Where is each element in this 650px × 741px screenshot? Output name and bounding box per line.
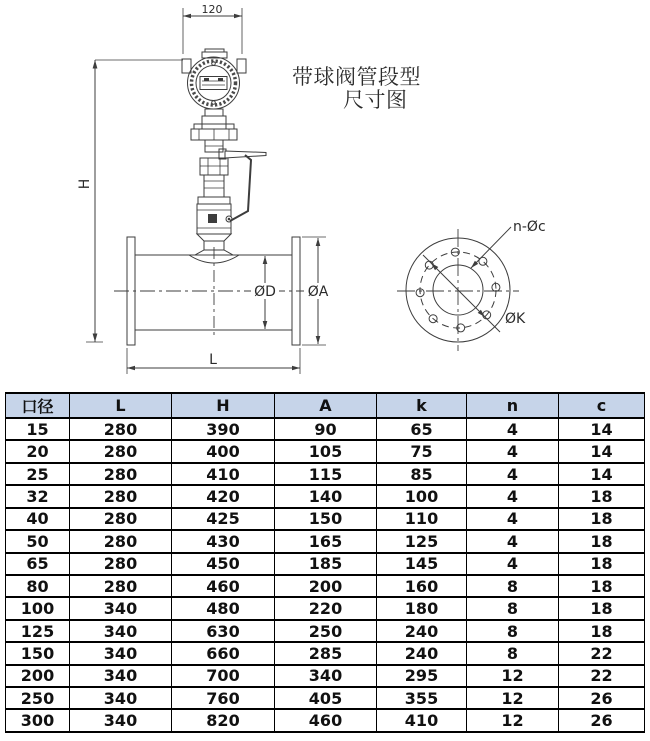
table-section bbox=[0, 392, 650, 733]
table-cell: 125 bbox=[377, 530, 467, 552]
table-cell: 20 bbox=[6, 440, 70, 462]
table-cell: 14 bbox=[559, 440, 645, 462]
table-cell: 80 bbox=[6, 575, 70, 597]
table-cell: 4 bbox=[467, 485, 559, 507]
table-cell: 460 bbox=[275, 709, 377, 732]
column-header: H bbox=[172, 393, 275, 418]
table-cell: 14 bbox=[559, 463, 645, 485]
table-cell: 405 bbox=[275, 687, 377, 709]
column-header: k bbox=[377, 393, 467, 418]
table-cell: 140 bbox=[275, 485, 377, 507]
dim-D bbox=[251, 256, 279, 329]
table-cell: 100 bbox=[377, 485, 467, 507]
table-cell: 185 bbox=[275, 553, 377, 575]
table-cell: 240 bbox=[377, 642, 467, 664]
table-cell: 110 bbox=[377, 508, 467, 530]
table-cell: 150 bbox=[275, 508, 377, 530]
table-cell: 8 bbox=[467, 620, 559, 642]
title-line2: 尺寸图 bbox=[343, 88, 408, 112]
dim-K bbox=[423, 255, 526, 332]
dimension-table bbox=[5, 392, 645, 733]
table-cell: 50 bbox=[6, 530, 70, 552]
table-header-row bbox=[6, 393, 645, 418]
table-cell: 18 bbox=[559, 553, 645, 575]
table-cell: 26 bbox=[559, 687, 645, 709]
table-cell: 340 bbox=[70, 597, 172, 619]
table-row bbox=[6, 575, 645, 597]
table-row bbox=[6, 620, 645, 642]
dim-L-label: L bbox=[209, 352, 217, 368]
table-row bbox=[6, 508, 645, 530]
stem-assembly bbox=[191, 109, 266, 204]
table-row bbox=[6, 418, 645, 440]
table-cell: 425 bbox=[172, 508, 275, 530]
table-cell: 420 bbox=[172, 485, 275, 507]
table-cell: 22 bbox=[559, 642, 645, 664]
table-cell: 250 bbox=[6, 687, 70, 709]
table-cell: 85 bbox=[377, 463, 467, 485]
dim-120-label: 120 bbox=[201, 3, 223, 16]
table-cell: 280 bbox=[70, 530, 172, 552]
table-cell: 280 bbox=[70, 463, 172, 485]
table-cell: 300 bbox=[6, 709, 70, 732]
table-cell: 26 bbox=[559, 709, 645, 732]
table-row bbox=[6, 687, 645, 709]
table-cell: 240 bbox=[377, 620, 467, 642]
table-cell: 40 bbox=[6, 508, 70, 530]
table-cell: 355 bbox=[377, 687, 467, 709]
dim-120 bbox=[183, 3, 242, 54]
sensor-head bbox=[182, 49, 246, 109]
dim-A-label: ØA bbox=[307, 284, 329, 300]
column-header: n bbox=[467, 393, 559, 418]
dim-D-label: ØD bbox=[254, 284, 276, 300]
column-header: 口径 bbox=[6, 393, 70, 418]
hex-union bbox=[200, 158, 228, 175]
table-cell: 18 bbox=[559, 485, 645, 507]
table-cell: 8 bbox=[467, 575, 559, 597]
table-row bbox=[6, 530, 645, 552]
table-cell: 4 bbox=[467, 553, 559, 575]
dim-H bbox=[77, 60, 183, 342]
table-cell: 410 bbox=[377, 709, 467, 732]
column-header: L bbox=[70, 393, 172, 418]
dim-A bbox=[302, 237, 332, 345]
table-row bbox=[6, 597, 645, 619]
table-cell: 340 bbox=[70, 709, 172, 732]
table-cell: 18 bbox=[559, 530, 645, 552]
table-cell: 18 bbox=[559, 575, 645, 597]
table-cell: 285 bbox=[275, 642, 377, 664]
dim-L bbox=[127, 348, 300, 374]
table-cell: 295 bbox=[377, 665, 467, 687]
table-row bbox=[6, 440, 645, 462]
title-line1: 带球阀管段型 bbox=[292, 65, 421, 89]
table-cell: 400 bbox=[172, 440, 275, 462]
table-row bbox=[6, 463, 645, 485]
table-cell: 340 bbox=[70, 665, 172, 687]
table-cell: 4 bbox=[467, 418, 559, 440]
table-cell: 32 bbox=[6, 485, 70, 507]
table-cell: 15 bbox=[6, 418, 70, 440]
table-cell: 280 bbox=[70, 508, 172, 530]
table-cell: 660 bbox=[172, 642, 275, 664]
table-cell: 115 bbox=[275, 463, 377, 485]
valve-handle bbox=[230, 155, 251, 221]
table-cell: 4 bbox=[467, 463, 559, 485]
table-cell: 340 bbox=[70, 687, 172, 709]
main-view bbox=[77, 3, 332, 374]
table-cell: 12 bbox=[467, 665, 559, 687]
table-cell: 165 bbox=[275, 530, 377, 552]
table-row bbox=[6, 665, 645, 687]
table-cell: 145 bbox=[377, 553, 467, 575]
column-header: A bbox=[275, 393, 377, 418]
flange-end-view bbox=[397, 219, 546, 351]
table-cell: 220 bbox=[275, 597, 377, 619]
table-cell: 65 bbox=[6, 553, 70, 575]
table-cell: 340 bbox=[70, 642, 172, 664]
table-cell: 700 bbox=[172, 665, 275, 687]
table-cell: 4 bbox=[467, 508, 559, 530]
table-cell: 200 bbox=[275, 575, 377, 597]
table-cell: 460 bbox=[172, 575, 275, 597]
table-cell: 340 bbox=[70, 620, 172, 642]
table-cell: 430 bbox=[172, 530, 275, 552]
column-header: c bbox=[559, 393, 645, 418]
table-cell: 18 bbox=[559, 620, 645, 642]
table-cell: 4 bbox=[467, 530, 559, 552]
table-cell: 280 bbox=[70, 485, 172, 507]
table-cell: 75 bbox=[377, 440, 467, 462]
table-cell: 12 bbox=[467, 687, 559, 709]
table-cell: 65 bbox=[377, 418, 467, 440]
table-cell: 125 bbox=[6, 620, 70, 642]
table-cell: 280 bbox=[70, 553, 172, 575]
table-cell: 480 bbox=[172, 597, 275, 619]
table-cell: 100 bbox=[6, 597, 70, 619]
table-cell: 340 bbox=[275, 665, 377, 687]
table-cell: 150 bbox=[6, 642, 70, 664]
table-cell: 280 bbox=[70, 418, 172, 440]
table-cell: 25 bbox=[6, 463, 70, 485]
table-row bbox=[6, 642, 645, 664]
table-row bbox=[6, 553, 645, 575]
table-cell: 105 bbox=[275, 440, 377, 462]
table-cell: 820 bbox=[172, 709, 275, 732]
drawing-title bbox=[292, 65, 421, 112]
table-cell: 450 bbox=[172, 553, 275, 575]
table-cell: 280 bbox=[70, 440, 172, 462]
dim-H-label: H bbox=[77, 178, 93, 190]
table-cell: 760 bbox=[172, 687, 275, 709]
dim-K-label: ØK bbox=[505, 311, 526, 327]
bolt-holes-label: n-Øc bbox=[513, 219, 546, 235]
table-cell: 250 bbox=[275, 620, 377, 642]
table-cell: 200 bbox=[6, 665, 70, 687]
table-cell: 4 bbox=[467, 440, 559, 462]
table-cell: 8 bbox=[467, 597, 559, 619]
table-row bbox=[6, 485, 645, 507]
table-cell: 280 bbox=[70, 575, 172, 597]
table-cell: 8 bbox=[467, 642, 559, 664]
table-cell: 160 bbox=[377, 575, 467, 597]
table-cell: 180 bbox=[377, 597, 467, 619]
table-cell: 14 bbox=[559, 418, 645, 440]
table-cell: 12 bbox=[467, 709, 559, 732]
table-cell: 410 bbox=[172, 463, 275, 485]
table-cell: 18 bbox=[559, 597, 645, 619]
table-cell: 90 bbox=[275, 418, 377, 440]
table-cell: 18 bbox=[559, 508, 645, 530]
table-cell: 22 bbox=[559, 665, 645, 687]
table-cell: 390 bbox=[172, 418, 275, 440]
table-row bbox=[6, 709, 645, 732]
table-cell: 630 bbox=[172, 620, 275, 642]
